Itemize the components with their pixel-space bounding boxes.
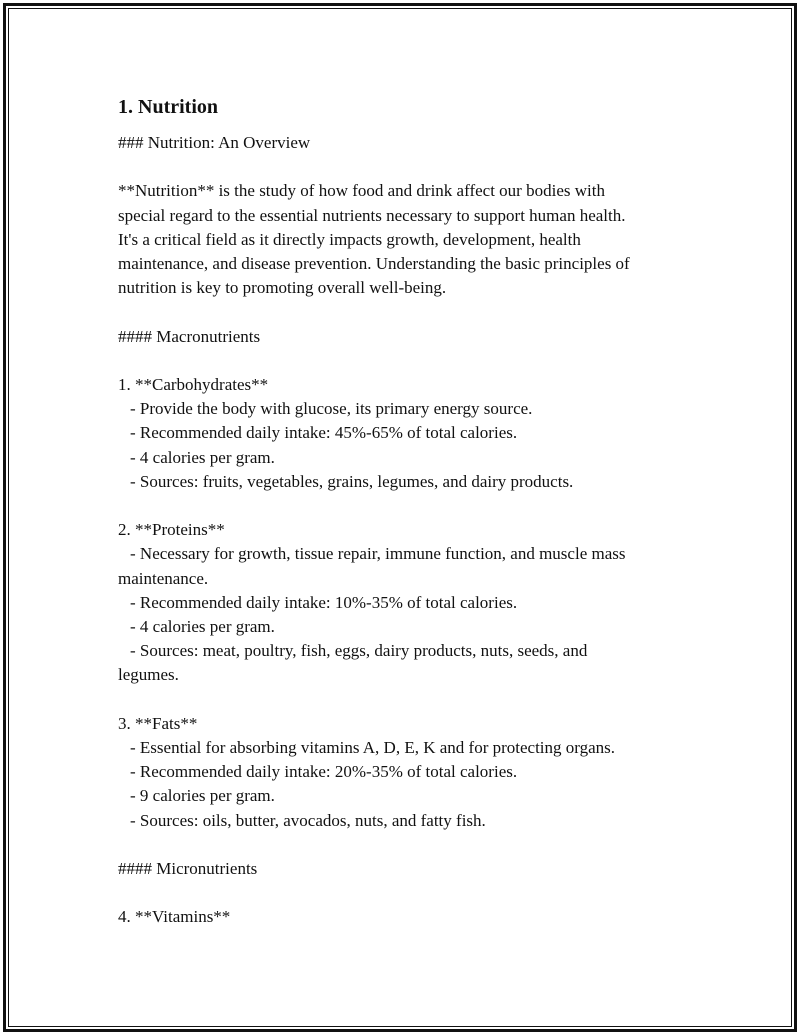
proteins-bullet: - Necessary for growth, tissue repair, immune function, and muscle mass [130, 544, 626, 564]
macronutrients-heading: #### Macronutrients [118, 326, 261, 346]
proteins-bullet: - Recommended daily intake: 10%-35% of total calories. [130, 592, 518, 612]
fats-bullet: - Recommended daily intake: 20%-35% of total calories. [130, 762, 518, 782]
fats-bullet: - Sources: oils, butter, avocados, nuts, and fatty fish. [130, 810, 486, 830]
fats-bullet: - 9 calories per gram. [130, 786, 275, 806]
fats-bullet: - Essential for absorbing vitamins A, D, E, K and for protecting organs. [130, 738, 616, 757]
intro-line: maintenance, and disease prevention. Understanding the basic principles of [118, 254, 630, 273]
proteins-bullet-continuation: legumes. [118, 665, 179, 685]
overview-heading: ### Nutrition: An Overview [118, 133, 311, 152]
carbohydrates-bullet: - Sources: fruits, vegetables, grains, legumes, and dairy products. [130, 471, 574, 491]
spacer [118, 881, 678, 905]
intro-line: special regard to the essential nutrients necessary to support human health. [118, 205, 626, 225]
page-title: 1. Nutrition [118, 96, 218, 118]
spacer [118, 688, 678, 712]
spacer [118, 300, 678, 324]
proteins-bullet: - Sources: meat, poultry, fish, eggs, dairy products, nuts, seeds, and [130, 641, 588, 661]
carbohydrates-bullet: - Provide the body with glucose, its primary energy source. [130, 399, 533, 419]
spacer [118, 349, 678, 373]
intro-line: **Nutrition** is the study of how food and drink affect our bodies with [118, 181, 605, 201]
carbohydrates-bullet: - 4 calories per gram. [130, 447, 275, 467]
spacer [118, 833, 678, 857]
carbohydrates-title: 1. **Carbohydrates** [118, 374, 269, 394]
fats-title: 3. **Fats** [118, 713, 198, 733]
spacer [118, 494, 678, 518]
intro-line: nutrition is key to promoting overall well-being. [118, 278, 447, 298]
proteins-bullet: - 4 calories per gram. [130, 617, 275, 636]
proteins-bullet-continuation: maintenance. [118, 568, 209, 588]
spacer [118, 155, 678, 179]
proteins-title: 2. **Proteins** [118, 520, 225, 540]
micronutrients-heading: #### Micronutrients [118, 859, 258, 878]
vitamins-title: 4. **Vitamins** [118, 907, 231, 927]
carbohydrates-bullet: - Recommended daily intake: 45%-65% of total calories. [130, 423, 518, 443]
intro-line: It's a critical field as it directly impacts growth, development, health [118, 229, 581, 249]
document-body [118, 93, 678, 930]
